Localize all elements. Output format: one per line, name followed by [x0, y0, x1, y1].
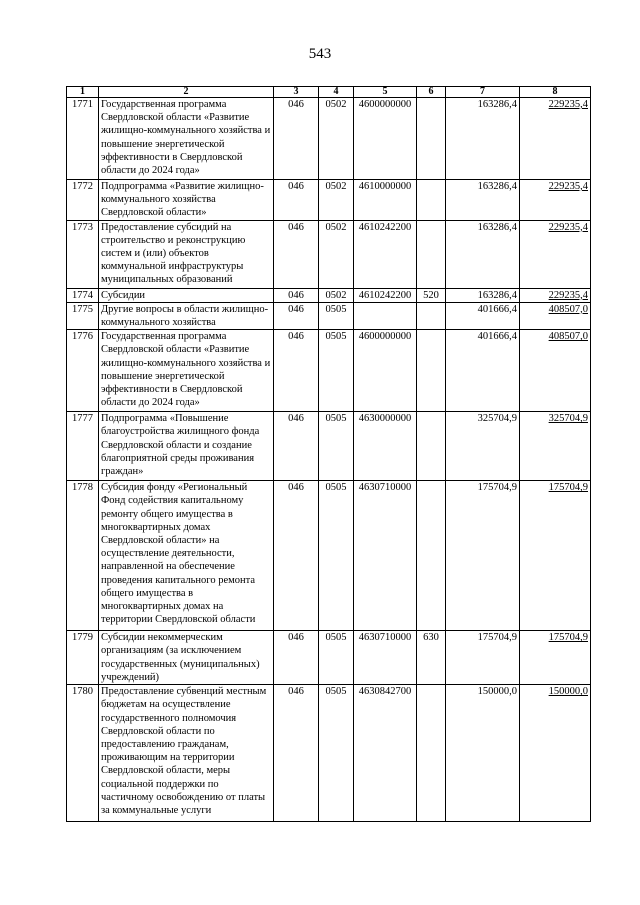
target-code: 4630000000 — [354, 412, 417, 481]
amount-year-1: 175704,9 — [446, 631, 520, 685]
section-code: 0505 — [319, 302, 354, 329]
ministry-code: 046 — [274, 330, 319, 412]
section-code: 0505 — [319, 412, 354, 481]
row-name: Подпрограмма «Развитие жилищно-коммунального хозяйства Свердловской области» — [99, 180, 274, 221]
section-code: 0502 — [319, 220, 354, 288]
row-number: 1771 — [67, 98, 99, 180]
expense-type-code — [417, 685, 446, 822]
expense-type-code — [417, 220, 446, 288]
row-number: 1777 — [67, 412, 99, 481]
table-row — [67, 685, 591, 822]
amount-year-1: 401666,4 — [446, 330, 520, 412]
row-name: Субсидии — [99, 288, 274, 302]
target-code: 4600000000 — [354, 330, 417, 412]
expense-type-code: 520 — [417, 288, 446, 302]
table-row — [67, 412, 591, 481]
column-header: 4 — [319, 87, 354, 98]
row-number: 1776 — [67, 330, 99, 412]
target-code: 4610242200 — [354, 220, 417, 288]
expense-type-code — [417, 330, 446, 412]
row-name: Государственная программа Свердловской области «Развитие жилищно-коммунального хозяйства и повышение энергетической эффективности в Свердловской области до 2024 года» — [99, 330, 274, 412]
column-header: 8 — [520, 87, 591, 98]
column-header: 7 — [446, 87, 520, 98]
row-name: Государственная программа Свердловской области «Развитие жилищно-коммунального хозяйства и повышение энергетической эффективности в Свердловской области до 2024 года» — [99, 98, 274, 180]
table-row — [67, 631, 591, 685]
table-row — [67, 330, 591, 412]
amount-year-2: 229235,4 — [520, 98, 591, 180]
row-name: Субсидии некоммерческим организациям (за исключением государственных (муниципальных) учреждений) — [99, 631, 274, 685]
expense-type-code — [417, 98, 446, 180]
target-code — [354, 302, 417, 329]
section-code: 0505 — [319, 631, 354, 685]
target-code: 4610000000 — [354, 180, 417, 221]
row-number: 1773 — [67, 220, 99, 288]
row-name: Субсидия фонду «Региональный Фонд содействия капитальному ремонту общего имущества в многоквартирных домах Свердловской области» на осуществление деятельности, направленной на обеспечение проведения капитального ремонта общего имущества в многоквартирных домах на территории Свердловской области — [99, 481, 274, 631]
expense-type-code: 630 — [417, 631, 446, 685]
section-code: 0505 — [319, 685, 354, 822]
row-number: 1772 — [67, 180, 99, 221]
section-code: 0505 — [319, 481, 354, 631]
row-number: 1778 — [67, 481, 99, 631]
amount-year-1: 401666,4 — [446, 302, 520, 329]
target-code: 4610242200 — [354, 288, 417, 302]
ministry-code: 046 — [274, 685, 319, 822]
amount-year-2: 150000,0 — [520, 685, 591, 822]
column-header: 2 — [99, 87, 274, 98]
amount-year-2: 408507,0 — [520, 302, 591, 329]
row-number: 1774 — [67, 288, 99, 302]
row-name: Подпрограмма «Повышение благоустройства жилищного фонда Свердловской области и создание благоприятной среды проживания граждан» — [99, 412, 274, 481]
section-code: 0502 — [319, 180, 354, 221]
amount-year-1: 163286,4 — [446, 180, 520, 221]
amount-year-2: 229235,4 — [520, 288, 591, 302]
amount-year-1: 163286,4 — [446, 288, 520, 302]
amount-year-1: 150000,0 — [446, 685, 520, 822]
section-code: 0505 — [319, 330, 354, 412]
table-row — [67, 481, 591, 631]
row-number: 1775 — [67, 302, 99, 329]
amount-year-1: 325704,9 — [446, 412, 520, 481]
section-code: 0502 — [319, 288, 354, 302]
header-row — [67, 87, 591, 98]
column-header: 1 — [67, 87, 99, 98]
row-number: 1779 — [67, 631, 99, 685]
table-row — [67, 180, 591, 221]
amount-year-2: 175704,9 — [520, 481, 591, 631]
table-row — [67, 288, 591, 302]
expense-type-code — [417, 180, 446, 221]
ministry-code: 046 — [274, 302, 319, 329]
ministry-code: 046 — [274, 180, 319, 221]
column-header: 3 — [274, 87, 319, 98]
amount-year-2: 408507,0 — [520, 330, 591, 412]
amount-year-1: 163286,4 — [446, 220, 520, 288]
row-name: Предоставление субвенций местным бюджетам на осуществление государственного полномочия Свердловской области по предоставлению гражданам, проживающим на территории Свердловской области, меры социальной поддержки по частичному освобождению от платы за коммунальные услуги — [99, 685, 274, 822]
target-code: 4630710000 — [354, 481, 417, 631]
page-number: 543 — [308, 46, 332, 62]
amount-year-2: 229235,4 — [520, 220, 591, 288]
amount-year-2: 175704,9 — [520, 631, 591, 685]
target-code: 4630710000 — [354, 631, 417, 685]
ministry-code: 046 — [274, 481, 319, 631]
expense-type-code — [417, 302, 446, 329]
amount-year-2: 325704,9 — [520, 412, 591, 481]
amount-year-1: 175704,9 — [446, 481, 520, 631]
column-header: 5 — [354, 87, 417, 98]
ministry-code: 046 — [274, 288, 319, 302]
column-header: 6 — [417, 87, 446, 98]
expense-type-code — [417, 481, 446, 631]
ministry-code: 046 — [274, 631, 319, 685]
row-name: Предоставление субсидий на строительство и реконструкцию систем и (или) объектов коммунальной инфраструктуры муниципальных образований — [99, 220, 274, 288]
ministry-code: 046 — [274, 220, 319, 288]
target-code: 4600000000 — [354, 98, 417, 180]
table-row — [67, 302, 591, 329]
expense-type-code — [417, 412, 446, 481]
section-code: 0502 — [319, 98, 354, 180]
ministry-code: 046 — [274, 98, 319, 180]
row-number: 1780 — [67, 685, 99, 822]
ministry-code: 046 — [274, 412, 319, 481]
amount-year-1: 163286,4 — [446, 98, 520, 180]
table-row — [67, 220, 591, 288]
row-name: Другие вопросы в области жилищно-коммунального хозяйства — [99, 302, 274, 329]
amount-year-2: 229235,4 — [520, 180, 591, 221]
target-code: 4630842700 — [354, 685, 417, 822]
budget-table — [66, 86, 591, 822]
table-row — [67, 98, 591, 180]
